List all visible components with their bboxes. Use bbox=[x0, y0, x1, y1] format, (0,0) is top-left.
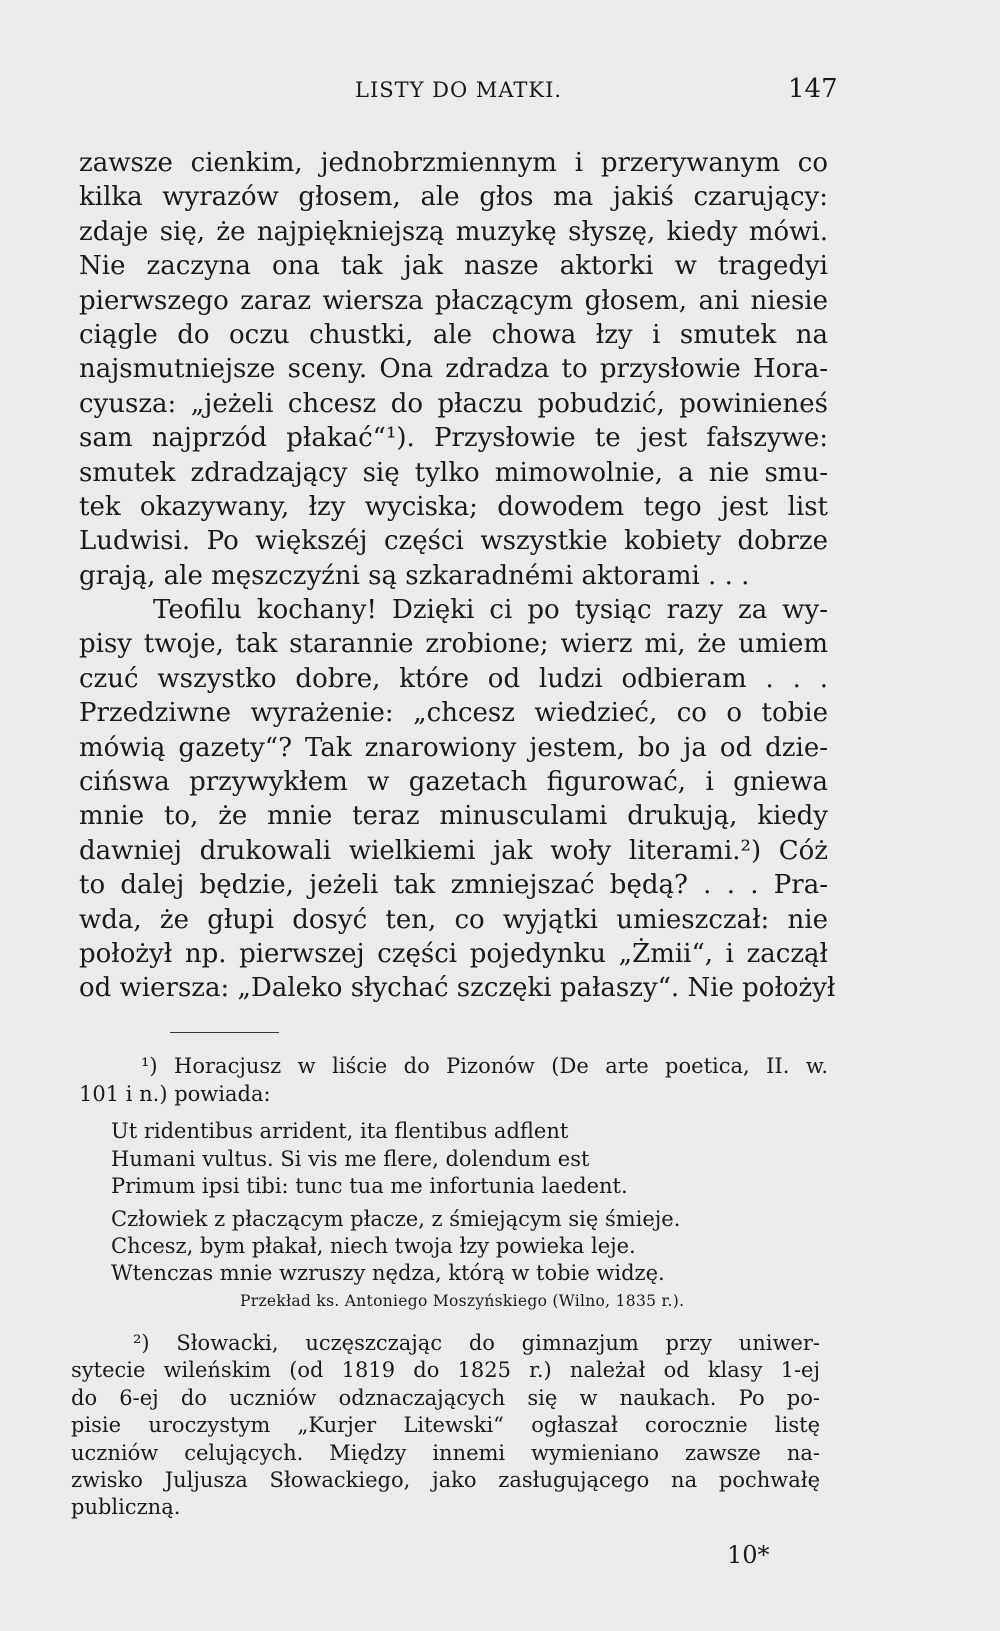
footnote-divider bbox=[170, 1032, 279, 1033]
footnote-1 bbox=[79, 1053, 828, 1108]
text-line: smutek zdradzający się tylko mimowolnie, a nie smu- bbox=[79, 457, 828, 488]
translation-credit: Przekład ks. Antoniego Moszyńskiego (Wilno, 1835 r.). bbox=[240, 1292, 685, 1310]
text-line: dawniej drukowali wielkiemi jak woły literami.²) Cóż bbox=[79, 835, 828, 866]
verse-line: Ut ridentibus arrident, ita flentibus adflent bbox=[111, 1119, 569, 1143]
footnote-line: uczniów celujących. Między innemi wymieniano zawsze na- bbox=[71, 1440, 820, 1465]
text-line: czuć wszystko dobre, które od ludzi odbieram . . . bbox=[79, 663, 828, 694]
footnote-line: do 6-ej do uczniów odznaczających się w naukach. Po po- bbox=[71, 1385, 820, 1410]
text-line: położył np. pierwszej części pojedynku „Żmii“, i zaczął bbox=[79, 938, 828, 969]
footnote-line: 101 i n.) powiada: bbox=[79, 1081, 271, 1106]
text-line: mnie to, że mnie teraz minusculami drukują, kiedy bbox=[79, 801, 828, 832]
text-line: sam najprzód płakać“¹). Przysłowie te jest fałszywe: bbox=[79, 423, 828, 454]
text-line: pisy twoje, tak starannie zrobione; wierz mi, że umiem bbox=[79, 629, 828, 660]
text-line: Przedziwne wyrażenie: „chcesz wiedzieć, co o tobie bbox=[79, 698, 828, 729]
running-title: LISTY DO MATKI. bbox=[355, 78, 563, 102]
footnote-2 bbox=[71, 1330, 820, 1522]
text-line: wda, że głupi dosyć ten, co wyjątki umieszczał: nie bbox=[79, 904, 828, 935]
text-line: cińswa przywykłem w gazetach figurować, i gniewa bbox=[79, 767, 828, 798]
text-line: to dalej będzie, jeżeli tak zmniejszać będą? . . . Pra- bbox=[79, 870, 828, 901]
footnote-line: publiczną. bbox=[71, 1495, 181, 1520]
latin-verses bbox=[111, 1118, 628, 1201]
text-line: Teofilu kochany! Dzięki ci po tysiąc razy za wy- bbox=[153, 595, 828, 626]
footnote-line: ¹) Horacjusz w liście do Pizonów (De arte poetica, II. w. bbox=[141, 1054, 828, 1078]
signature-mark: 10* bbox=[727, 1541, 770, 1569]
text-line: zawsze cienkim, jednobrzmiennym i przerywanym co bbox=[79, 148, 828, 178]
text-line: najsmutniejsze sceny. Ona zdradza to przysłowie Hora- bbox=[79, 354, 828, 385]
verse-line: Humani vultus. Si vis me flere, dolendum est bbox=[111, 1146, 590, 1171]
text-line: kilka wyrazów głosem, ale głos ma jakiś czarujący: bbox=[79, 182, 828, 213]
page-header bbox=[0, 72, 1000, 112]
footnote-line: pisie uroczystym „Kurjer Litewski“ ogłaszał corocznie listę bbox=[71, 1413, 820, 1438]
footnote-line: sytecie wileńskim (od 1819 do 1825 r.) należał od klasy 1-ej bbox=[71, 1358, 820, 1383]
text-line: ciągle do oczu chustki, ale chowa łzy i smutek na bbox=[79, 319, 828, 350]
verse-line: Chcesz, bym płakał, niech twoja łzy powieka leje. bbox=[111, 1234, 636, 1259]
text-line: mówią gazety“? Tak znarowiony jestem, bo ja od dzie- bbox=[79, 732, 828, 763]
page-number: 147 bbox=[788, 74, 838, 104]
text-line: zdaje się, że najpiękniejszą muzykę słyszę, kiedy mówi. bbox=[79, 216, 828, 247]
text-line: od wiersza: „Daleko słychać szczęki pałaszy“. Nie położył bbox=[79, 973, 836, 1004]
text-line: cyusza: „jeżeli chcesz do płaczu pobudzić, powinieneś bbox=[79, 388, 828, 419]
main-text bbox=[79, 146, 836, 1006]
verse-line: Primum ipsi tibi: tunc tua me infortunia laedent. bbox=[111, 1174, 628, 1199]
verse-line: Wtenczas mnie wzruszy nędza, którą w tobie widzę. bbox=[111, 1261, 665, 1286]
text-line: Ludwisi. Po większéj części wszystkie kobiety dobrze bbox=[79, 526, 828, 557]
polish-verses bbox=[111, 1206, 680, 1288]
text-line: grają, ale męszczyźni są szkaradnémi aktorami . . . bbox=[79, 560, 750, 591]
footnote-line: ²) Słowacki, uczęszczając do gimnazjum przy uniwer- bbox=[133, 1331, 820, 1355]
text-line: tek okazywany, łzy wyciska; dowodem tego jest list bbox=[79, 491, 828, 522]
verse-line: Człowiek z płaczącym płacze, z śmiejącym się śmieje. bbox=[111, 1207, 681, 1231]
text-line: Nie zaczyna ona tak jak nasze aktorki w tragedyi bbox=[79, 251, 828, 282]
text-line: pierwszego zaraz wiersza płaczącym głosem, ani niesie bbox=[79, 285, 828, 316]
footnote-line: zwisko Juljusza Słowackiego, jako zasługującego na pochwałę bbox=[71, 1467, 820, 1492]
